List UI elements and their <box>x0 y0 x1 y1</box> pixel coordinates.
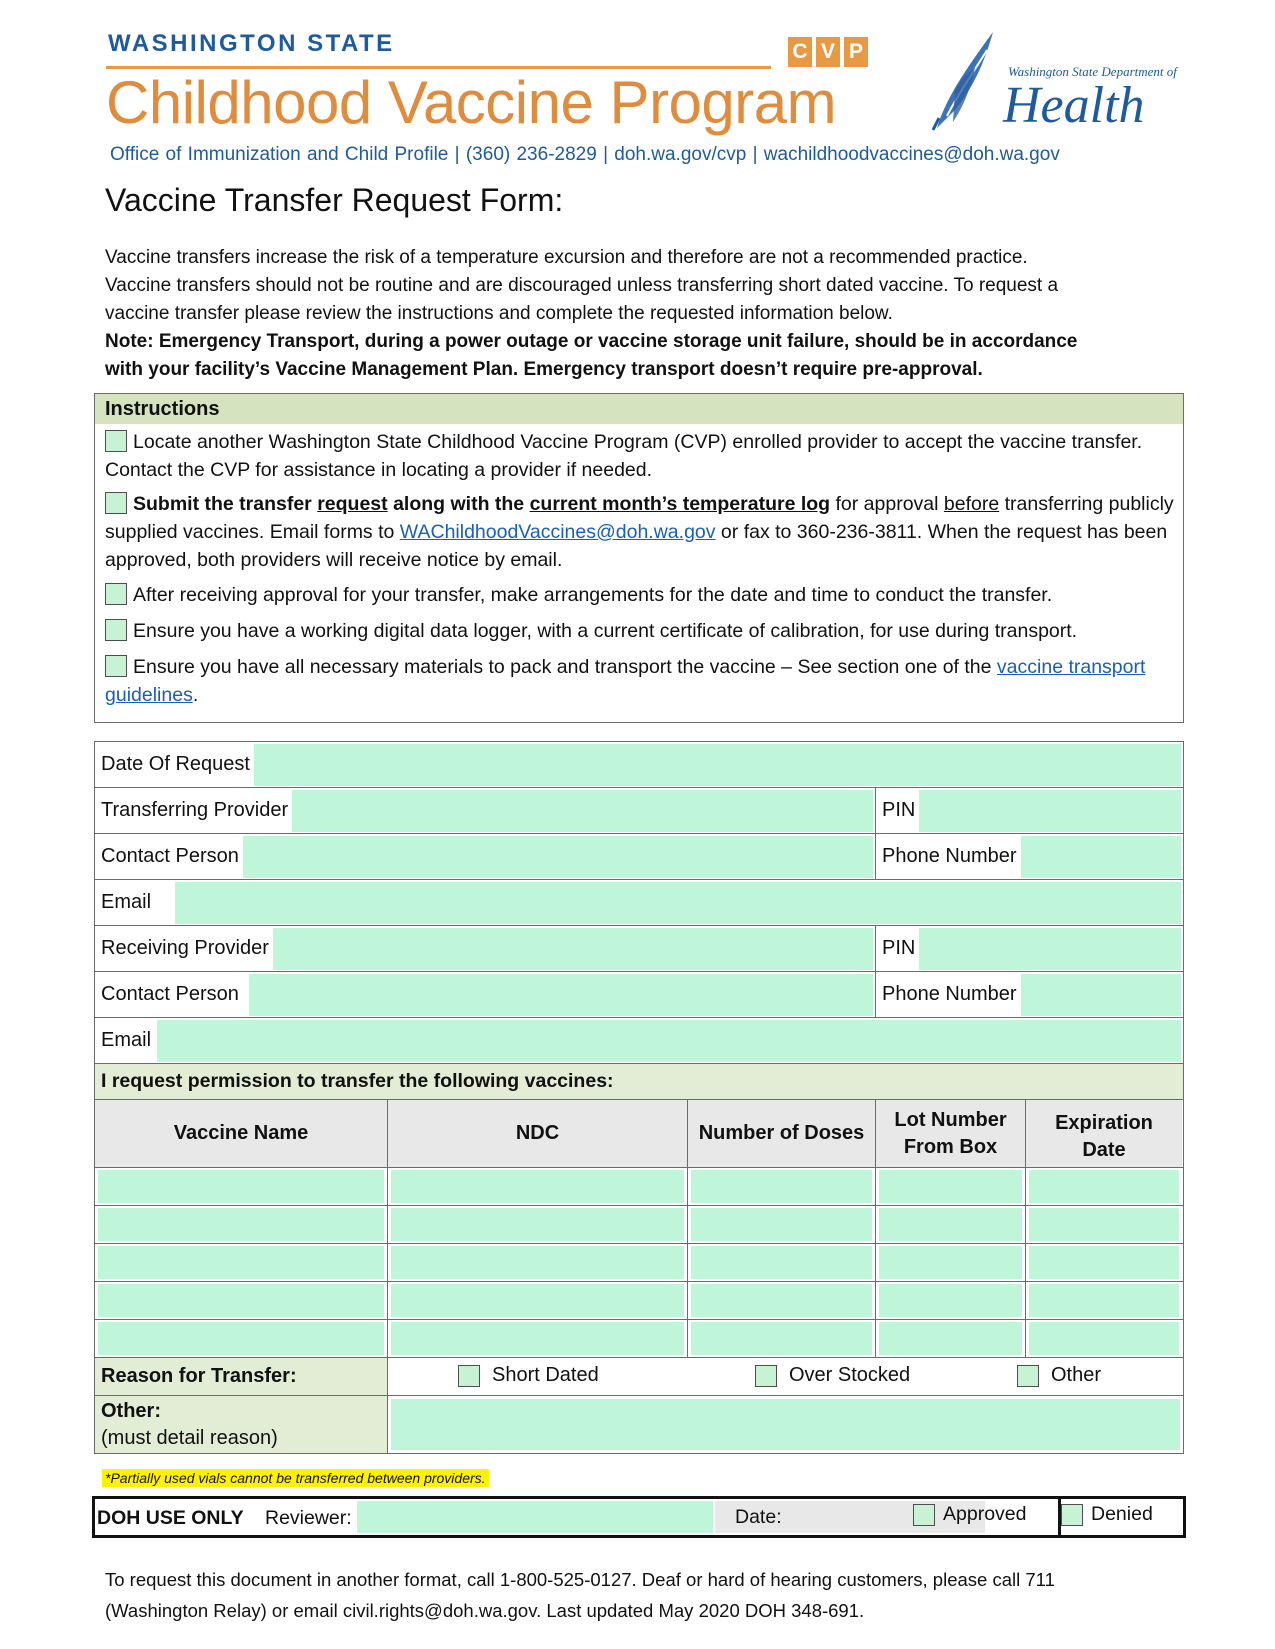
instruction-text-bold: Submit the transfer <box>133 493 318 515</box>
cvp-letter: C <box>788 37 812 67</box>
denied-label: Denied <box>1091 1503 1153 1525</box>
header-contact-line: Office of Immunization and Child Profile | (360) 236-2829 | doh.wa.gov/cvp | wachildhoodvaccines@doh.wa.gov <box>110 144 1060 165</box>
instructions-heading: Instructions <box>95 394 1183 424</box>
col-exp-line: Date <box>1082 1138 1126 1161</box>
logo-department-text: Washington State Department of <box>1008 64 1177 79</box>
col-vaccine-name: Vaccine Name <box>95 1100 387 1167</box>
form-cell <box>95 788 875 833</box>
intro-line: vaccine transfer please review the instructions and complete the requested information below. <box>105 303 893 324</box>
col-lot-line: Lot Number <box>894 1108 1007 1131</box>
vaccine-name-cell[interactable] <box>95 1244 387 1281</box>
doh-use-only-label: DOH USE ONLY <box>97 1507 244 1529</box>
form-cell <box>95 834 875 879</box>
col-lot-line: From Box <box>903 1135 998 1158</box>
email-link[interactable]: WAChildhoodVaccines@doh.wa.gov <box>399 521 716 543</box>
other-row <box>95 1396 1183 1453</box>
instruction-text: Locate another Washington State Childhood Vaccine Program (CVP) enrolled provider to accept the vaccine transfer. Contact the CVP for assistance in locating a provider if needed. <box>105 431 1143 481</box>
request-heading: I request permission to transfer the following vaccines: <box>95 1064 1183 1100</box>
doh-use-only-bar <box>92 1496 1186 1538</box>
instruction-text: . <box>192 684 199 706</box>
instruction-checkbox[interactable] <box>105 583 127 605</box>
other-label <box>95 1396 387 1453</box>
instruction-text: before <box>943 493 1000 515</box>
table-row <box>95 1168 1183 1206</box>
form-row <box>95 972 1183 1018</box>
form-cell <box>95 972 875 1017</box>
instruction-text: for approval <box>830 493 944 515</box>
date-of-request-label: Date Of Request <box>101 753 250 775</box>
vaccine-name-cell[interactable] <box>95 1320 387 1357</box>
form-row <box>95 742 1183 788</box>
short-dated-checkbox[interactable] <box>458 1365 480 1387</box>
intro-note: with your facility’s Vaccine Management Plan. Emergency transport doesn’t require pre-approval. <box>105 359 983 380</box>
header-state: WASHINGTON STATE <box>108 30 395 57</box>
program-title: Childhood Vaccine Program <box>106 69 837 136</box>
vaccine-table-header <box>95 1100 1183 1168</box>
date-of-request-field[interactable] <box>254 744 1181 786</box>
form-row <box>95 834 1183 880</box>
instruction-text-bold: along with the <box>387 493 530 515</box>
instruction-text: After receiving approval for your transfer, make arrangements for the date and time to conduct the transfer. <box>133 584 1053 606</box>
transport-guidelines-link[interactable]: vaccine transport guidelines <box>105 656 1146 706</box>
approved-checkbox[interactable] <box>913 1504 935 1526</box>
transferring-phone-field[interactable] <box>1021 836 1181 878</box>
doses-cell[interactable] <box>687 1206 875 1243</box>
intro-line: Vaccine transfers should not be routine and are discouraged unless transferring short dated vaccine. To request a <box>105 275 1059 296</box>
lot-cell[interactable] <box>875 1282 1025 1319</box>
intro-text <box>105 244 1185 384</box>
col-exp-line: Expiration <box>1055 1111 1153 1134</box>
lot-cell[interactable] <box>875 1168 1025 1205</box>
expiration-cell[interactable] <box>1025 1168 1182 1205</box>
vaccine-name-cell[interactable] <box>95 1168 387 1205</box>
intro-line: Vaccine transfers increase the risk of a temperature excursion and therefore are not a recommended practice. <box>105 247 1028 268</box>
transfer-form <box>94 741 1184 1454</box>
ndc-cell[interactable] <box>387 1282 687 1319</box>
logo-health-text: Health <box>1003 77 1145 134</box>
expiration-cell[interactable] <box>1025 1206 1182 1243</box>
expiration-cell[interactable] <box>1025 1282 1182 1319</box>
lot-cell[interactable] <box>875 1320 1025 1357</box>
cvp-letter: P <box>844 37 868 67</box>
lot-cell[interactable] <box>875 1244 1025 1281</box>
cvp-letter: V <box>816 37 840 67</box>
instruction-text-bold: current month’s temperature log <box>529 493 831 515</box>
instruction-text: Ensure you have all necessary materials to pack and transport the vaccine – See section one of the <box>133 656 997 678</box>
expiration-cell[interactable] <box>1025 1320 1182 1357</box>
other-reason-field[interactable] <box>387 1396 1183 1453</box>
doses-cell[interactable] <box>687 1282 875 1319</box>
table-row <box>95 1282 1183 1320</box>
phone-number-label: Phone Number <box>882 983 1017 1005</box>
feather-icon <box>925 30 1015 140</box>
form-cell <box>875 972 1183 1017</box>
lot-cell[interactable] <box>875 1206 1025 1243</box>
instructions-box <box>94 393 1184 723</box>
ndc-cell[interactable] <box>387 1320 687 1357</box>
instruction-item <box>105 617 1175 645</box>
reason-row <box>95 1358 1183 1396</box>
form-cell <box>95 880 1183 925</box>
approved-label: Approved <box>943 1503 1027 1525</box>
doh-logo <box>925 30 1177 140</box>
form-row <box>95 880 1183 926</box>
form-cell <box>95 742 1183 787</box>
instruction-text: or fax to 360-236-3811. When the request has been approved, both providers will receive notice by email. <box>105 521 1168 571</box>
doses-cell[interactable] <box>687 1168 875 1205</box>
table-row <box>95 1244 1183 1282</box>
col-number-of-doses: Number of Doses <box>687 1100 875 1167</box>
pin-label: PIN <box>882 937 916 959</box>
receiving-pin-field[interactable] <box>919 928 1181 970</box>
other-label-title: Other: <box>101 1400 161 1422</box>
reviewer-label: Reviewer: <box>265 1507 352 1529</box>
approved-option[interactable] <box>913 1503 1026 1526</box>
instruction-text: Ensure you have a working digital data logger, with a current certificate of calibration, for use during transport. <box>133 620 1078 642</box>
instruction-item <box>105 581 1175 609</box>
vaccine-name-cell[interactable] <box>95 1282 387 1319</box>
form-row <box>95 926 1183 972</box>
form-row <box>95 1018 1183 1064</box>
transferring-contact-field[interactable] <box>243 836 873 878</box>
col-lot-number <box>875 1100 1025 1167</box>
form-row <box>95 788 1183 834</box>
transferring-provider-field[interactable] <box>292 790 873 832</box>
reason-option-label: Over Stocked <box>789 1364 911 1386</box>
doses-cell[interactable] <box>687 1320 875 1357</box>
denied-option[interactable] <box>1061 1503 1153 1526</box>
denied-checkbox[interactable] <box>1061 1504 1083 1526</box>
page-title: Vaccine Transfer Request Form: <box>105 182 564 218</box>
email-label: Email <box>101 1029 152 1051</box>
phone-number-label: Phone Number <box>882 845 1017 867</box>
table-row <box>95 1320 1183 1358</box>
footer-line: To request this document in another format, call 1-800-525-0127. Deaf or hard of hearing customers, please call 711 <box>105 1569 1055 1590</box>
transferring-email-field[interactable] <box>175 882 1181 924</box>
reason-label: Reason for Transfer: <box>95 1358 387 1395</box>
instruction-checkbox[interactable] <box>105 655 127 677</box>
instruction-item <box>105 428 1175 484</box>
form-cell <box>875 926 1183 971</box>
contact-person-label: Contact Person <box>101 983 239 1005</box>
ndc-cell[interactable] <box>387 1168 687 1205</box>
ndc-cell[interactable] <box>387 1206 687 1243</box>
transferring-provider-label: Transferring Provider <box>101 799 289 821</box>
other-checkbox[interactable] <box>1017 1365 1039 1387</box>
reason-over-stocked[interactable] <box>755 1364 910 1387</box>
partial-vials-note: *Partially used vials cannot be transferred between providers. <box>102 1469 489 1487</box>
footer-line: (Washington Relay) or email civil.rights@doh.wa.gov. Last updated May 2020 DOH 348-691. <box>105 1600 865 1621</box>
form-cell <box>875 834 1183 879</box>
receiving-provider-field[interactable] <box>273 928 873 970</box>
ndc-cell[interactable] <box>387 1244 687 1281</box>
reason-option-label: Short Dated <box>492 1364 599 1386</box>
col-ndc: NDC <box>387 1100 687 1167</box>
reason-other[interactable] <box>1017 1364 1101 1387</box>
receiving-phone-field[interactable] <box>1021 974 1181 1016</box>
date-label: Date: <box>735 1506 782 1528</box>
footer <box>105 1564 1185 1626</box>
intro-note: Note: Emergency Transport, during a power outage or vaccine storage unit failure, should be in accordance <box>105 331 1078 352</box>
receiving-contact-field[interactable] <box>249 974 873 1016</box>
col-expiration-date <box>1025 1100 1182 1167</box>
instruction-checkbox[interactable] <box>105 619 127 641</box>
reviewer-field[interactable] <box>357 1501 713 1533</box>
vaccine-name-cell[interactable] <box>95 1206 387 1243</box>
doses-cell[interactable] <box>687 1244 875 1281</box>
other-label-sub: (must detail reason) <box>101 1427 278 1449</box>
table-row <box>95 1206 1183 1244</box>
instruction-text: transferring publicly supplied vaccines. Email forms to <box>105 493 1174 543</box>
instruction-checkbox[interactable] <box>105 430 127 452</box>
form-cell <box>95 926 875 971</box>
form-cell <box>875 788 1183 833</box>
over-stocked-checkbox[interactable] <box>755 1365 777 1387</box>
instruction-item <box>105 653 1175 709</box>
transferring-pin-field[interactable] <box>919 790 1181 832</box>
instruction-item <box>105 490 1175 574</box>
receiving-email-field[interactable] <box>157 1020 1181 1062</box>
contact-person-label: Contact Person <box>101 845 239 867</box>
reason-short-dated[interactable] <box>458 1364 599 1387</box>
instruction-text-bold: request <box>317 493 388 515</box>
cvp-badge <box>788 37 868 67</box>
form-cell <box>95 1018 1183 1063</box>
receiving-provider-label: Receiving Provider <box>101 937 269 959</box>
expiration-cell[interactable] <box>1025 1244 1182 1281</box>
email-label: Email <box>101 891 152 913</box>
reason-options <box>387 1358 1183 1395</box>
instruction-checkbox[interactable] <box>105 492 127 514</box>
reason-option-label: Other <box>1051 1364 1102 1386</box>
pin-label: PIN <box>882 799 916 821</box>
